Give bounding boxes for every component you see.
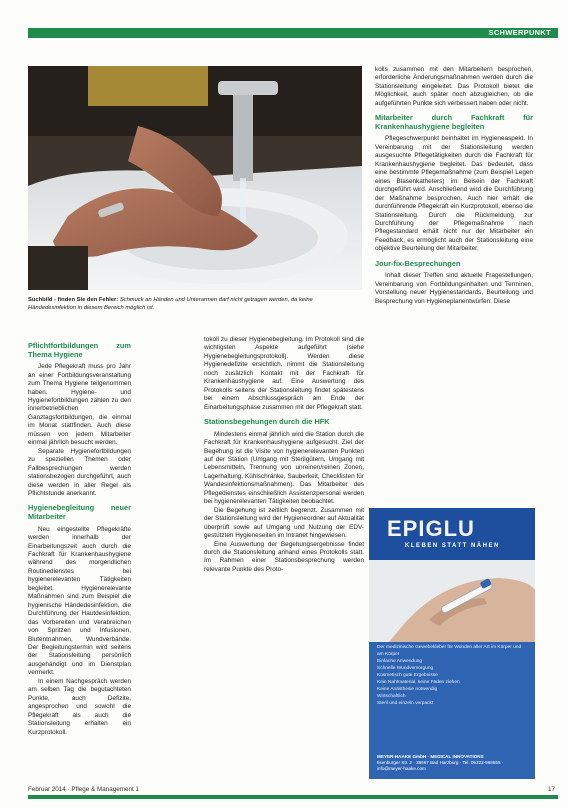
heading-mitarbeiter-begleiten: Mitarbeiter durch Fachkraft für Krankenhaushygiene begleiten [375, 113, 533, 131]
paragraph: Separate Hygienefortbildungen zu speziellen Themen oder Fallbesprechungen werden stationsbezogen durchgeführt, auch diese werden in aller Regel als Pflichtstunde anerkannt. [28, 447, 131, 497]
paragraph: tokoll zu dieser Hygienebegleitung. Im Protokoll sind die wichtigsten Aspekte aufgeführt (siehe Hygienebegleitungsprotokoll). Werden diese Hygienedefizite ersichtlich, nimmt die Stationsleitung noch zusätzlich Kontakt mit der Fachkraft für Krankenhaushygiene auf. Eine Auswertung des Protokolls seitens der Stationsleitung findet spätestens bei einem Abschlussgespräch am Ende der Einarbeitungsphase zusammen mit der Pflegekraft statt. [204, 336, 364, 411]
paragraph: Jede Pflegekraft muss pro Jahr an einer Fortbildungsveranstaltung zum Thema Hygiene teilgenommen haben. Hygiene- und Hygienefortbildungen zählen zu den innerbetrieblichen Ganztagsfortbildungen, die einmal im Monat stattfinden. Auch diese müssen von jedem Mitarbeiter einmal jährlich besucht werden. [28, 363, 131, 447]
paragraph: Neu eingestellte Pflegekräfte werden innerhalb der Einarbeitungszeit auch durch die Fachkraft für Krankenhaushygiene während des morgendlichen Routinedienstes bei hygienerelevanten Tätigkeiten begleitet. Hygienerelevante Maßnahmen sind zum Beispiel die hygienische Händedesinfektion, die Durchführung der Hautdesinfektion, das Vorbereiten und Verabreichen von Spritzen und Infusionen, Blutentnahmen, Wundverbände. Der Begleitungstermin wird seitens der Stationsleitung persönlich ausgehändigt und im Dienstplan vermerkt. [28, 525, 131, 677]
column-right [375, 66, 533, 306]
section-tag: SCHWERPUNKT [488, 28, 551, 37]
ad-feature: Steril und einzeln verpackt [377, 701, 434, 706]
epiglu-logo: EPIGLU [387, 516, 475, 541]
ad-feature: Einfache Anwendung [377, 659, 423, 664]
ad-feature: Keine Anästhesie notwendig [377, 687, 438, 692]
ad-address: Ilsenburger Str. 2 · 38667 Bad Harzburg · Tel. 05322-968555 · info@meyer-haake.com [377, 760, 504, 771]
bottom-color-bar [28, 795, 558, 799]
heading-pflichtfortbildungen: Pflichtfortbildungen zum Thema Hygiene [28, 341, 131, 359]
hand-washing-photo [28, 66, 362, 290]
caption-lead: Suchbild - finden Sie den Fehler: [28, 297, 119, 303]
paragraph: Mindestens einmal jährlich wird die Station durch die Fachkraft für Krankenhaushygiene aufgesucht. Ziel der Begehung ist die Visite von hygienerelevanten Punkten auf der Station (Umgang mit Sterilgütern, Umgang mit Lebensmitteln, Trennung von unreinen/reinen Zonen, Lagerhaltung, Kühlschränke, Sauberkeit, Checklisten für Wandesinfektionsmaßnahmen). Das Mitarbeiter des Pflegedienstes einschließlich Assistenzpersonal werden bei hygienerelevanten Tätigkeiten beobachtet. [204, 430, 364, 506]
ad-company [377, 754, 527, 772]
paragraph: kolls zusammen mit den Mitarbeitern besprochen, erforderliche Änderungsmaßnahmen werden durch die Stationsleitung eingeleitet. Das Protokoll bietet die Möglichkeit, auch später noch abzugleichen, ob die aufgeführten Punkte sich verbessert haben oder nicht. [375, 66, 533, 107]
paragraph: Die Begehung ist zeitlich begrenzt. Zusammen mit der Stationsleitung wird der Hygieneordner auf Aktualität überprüft sowie auf Umgang und Nutzung der EDV-gestützten Hygieneseiten im Intranet hingewiesen. [204, 506, 364, 540]
ad-header [369, 508, 535, 560]
ad-company-name: MEYER-HAAKE GmbH · MEDICAL INNOVATIONS [377, 754, 484, 759]
page-number: 17 [548, 786, 556, 793]
footer-issue: Februar 2014 · Pflege & Management 1 [28, 786, 139, 793]
epiglu-advertisement[interactable] [369, 508, 535, 779]
ad-tagline: KLEBEN STATT NÄHEN [405, 543, 500, 549]
ad-feature-list [377, 644, 527, 707]
ad-feature: Schnelle Wundversorgung [377, 666, 434, 671]
paragraph: Eine Auswertung der Begehungsergebnisse findet durch die Stationsleitung anhand eines Protokolls statt. Im Rahmen einer Stationsbesprechung werden relevante Punkte des Proto- [204, 540, 364, 573]
column-middle [204, 336, 364, 574]
photo-illustration [28, 66, 362, 290]
ad-feature: Kein Nahtmaterial, keine Fäden ziehen [377, 680, 460, 685]
ad-feature: Wirtschaftlich [377, 694, 406, 699]
paragraph: Inhalt dieser Treffen sind aktuelle Fragestellungen, Vereinbarung von Fortbildungsinhalten und Terminen, Vorstellung neuer Hygienestandards, Beurteilung und Besprechung von Hygieneplanentwürfen. Diese [375, 272, 533, 305]
heading-stationsbegehungen: Stationsbegehungen durch die HFK [204, 417, 330, 427]
ad-photo-illustration [369, 560, 535, 642]
paragraph: In einem Nachgespräch werden am selben Tag die begutachteten Punkte, auch Defizite, angesprochen und sowohl die Pflegekraft als auch die Stationsleitung erhalten ein Kurzprotokoll. [28, 677, 131, 736]
paragraph: Pflegeschwerpunkt beinhaltet im Hygieneaspekt. In Vereinbarung mit der Stationsleitung werden ausgesuchte Pflegetätigkeiten durch die Fachkraft für Krankenhaushygiene begleitet. Das bedeutet, dass eine bestimmte Pflegemaßnahme (zum Beispiel Legen eines Blasenkatheters) im Beisein der Fachkraft durchgeführt wird. Anschließend wird die Durchführung der Maßnahme besprochen. Auch hier erhält die durchführende Pflegekraft ein Kurzprotokoll, ebenso die Stationsleitung. Durch die Rückmeldung zur Durchführung der Pflegemaßnahme nach Pflegestandard erhält nicht nur der Mitarbeiter ein Feedback, es ermöglicht auch der Stationsleitung eine objektive Beurteilung der Mitarbeiter. [375, 135, 533, 253]
column-left [28, 336, 131, 737]
heading-hygienebegleitung: Hygienebegleitung neuer Mitarbeiter [28, 503, 131, 522]
ad-feature: Der medizinische Gewebekleber für Wunden aller Art im Körper und am Körper [377, 645, 522, 657]
ad-feature: Kosmetisch gute Ergebnisse [377, 673, 438, 678]
photo-caption [28, 296, 328, 312]
heading-jour-fix: Jour-fix-Besprechungen [375, 258, 461, 268]
caption-text: Schmuck an Händen und Unterarmen darf nicht getragen werden, da keine Händedesinfektion in diesem Bereich möglich ist. [28, 297, 313, 311]
ad-hand-photo [369, 560, 535, 642]
top-color-bar [28, 28, 558, 38]
